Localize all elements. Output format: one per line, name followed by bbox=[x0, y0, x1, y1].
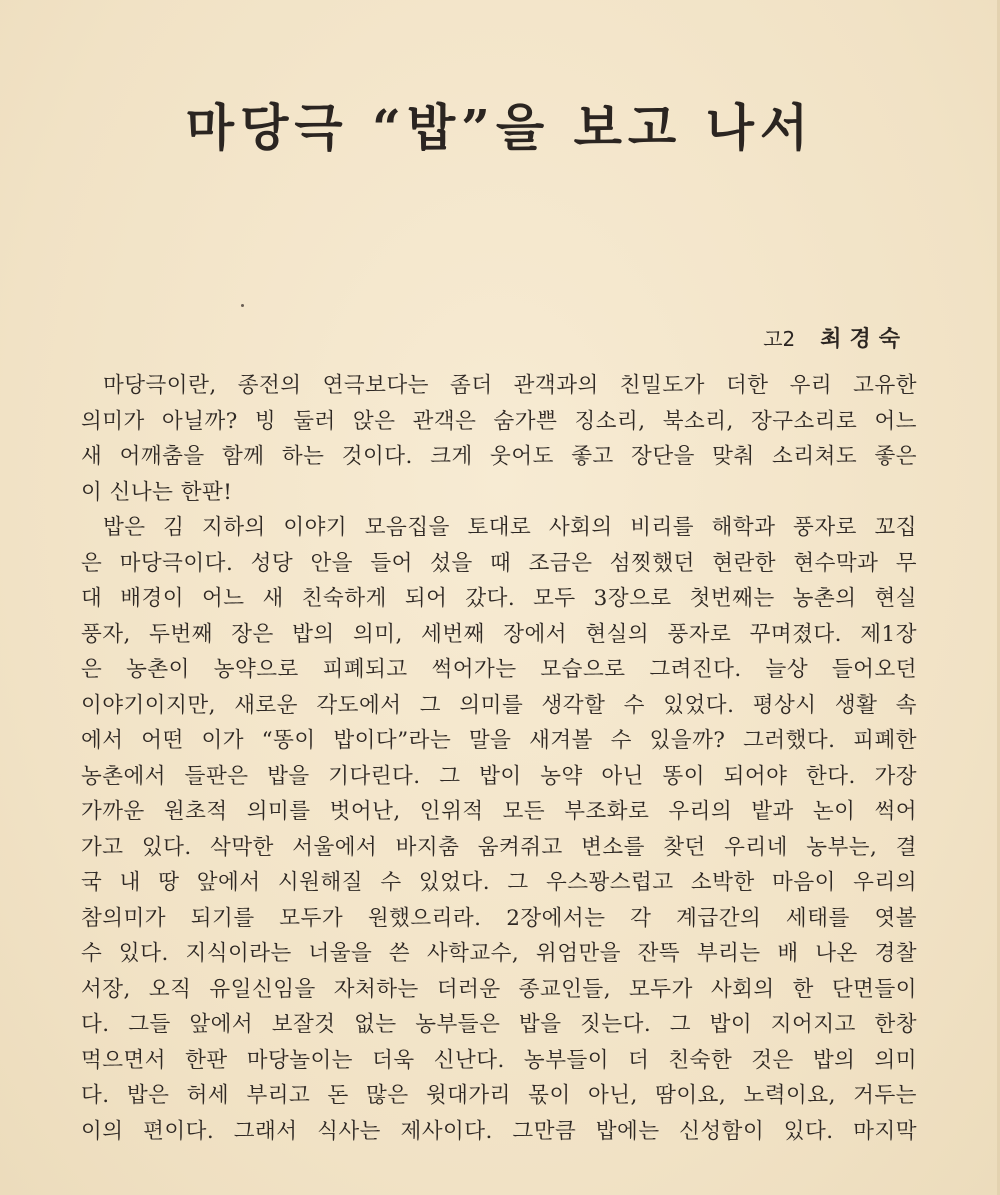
text-line: 대 배경이 어느 새 친숙하게 되어 갔다. 모두 3장으로 첫번째는 농촌의 현실 bbox=[81, 586, 917, 611]
text-line: 이의 편이다. 그래서 식사는 제사이다. 그만큼 밥에는 신성함이 있다. 마지막 bbox=[81, 1118, 917, 1144]
text-line: 가까운 원초적 의미를 벗어난, 인위적 모든 부조화로 우리의 밭과 논이 썩어 bbox=[81, 799, 917, 824]
text-line: 수 있다. 지식이라는 너울을 쓴 사학교수, 위엄만을 잔뜩 부리는 배 나온 경찰 bbox=[81, 941, 917, 966]
text-line: 가고 있다. 삭막한 서울에서 바지춤 움켜쥐고 변소를 찾던 우리네 농부는, 결 bbox=[81, 834, 917, 860]
text-line: 이 신나는 한판! bbox=[81, 479, 233, 505]
essay-body bbox=[81, 368, 917, 1149]
text-line: 먹으면서 한판 마당놀이는 더욱 신난다. 농부들이 더 친숙한 것은 밥의 의미 bbox=[81, 1047, 917, 1073]
text-line: 마당극이란, 종전의 연극보다는 좀더 관객과의 친밀도가 더한 우리 고유한 bbox=[103, 373, 917, 398]
text-line: 이야기이지만, 새로운 각도에서 그 의미를 생각할 수 있었다. 평상시 생활 속 bbox=[81, 692, 917, 718]
byline bbox=[763, 322, 908, 353]
text-line: 참의미가 되기를 모두가 원했으리라. 2장에서는 각 계급간의 세태를 엿볼 bbox=[81, 905, 917, 931]
text-line: 밥은 김 지하의 이야기 모음집을 토대로 사회의 비리를 해학과 풍자로 꼬집 bbox=[103, 515, 917, 540]
text-line: 풍자, 두번째 장은 밥의 의미, 세번째 장에서 현실의 풍자로 꾸며졌다. 제1장 bbox=[81, 621, 917, 647]
text-line: 서장, 오직 유일신임을 자처하는 더러운 종교인들, 모두가 사회의 한 단면들이 bbox=[81, 976, 917, 1002]
text-line: 농촌에서 들판은 밥을 기다린다. 그 밥이 농약 아닌 똥이 되어야 한다. 가장 bbox=[81, 763, 917, 789]
page-title: 마당극 “밥”을 보고 나서 bbox=[185, 98, 815, 157]
text-line: 국 내 땅 앞에서 시원해질 수 있었다. 그 우스꽝스럽고 소박한 마음이 우리의 bbox=[81, 870, 917, 895]
author-grade: 고2 bbox=[763, 327, 796, 351]
text-line: 은 농촌이 농약으로 피폐되고 썩어가는 모습으로 그려진다. 늘상 들어오던 bbox=[81, 657, 917, 682]
paper-speck bbox=[241, 304, 244, 307]
author-name: 최경숙 bbox=[820, 327, 908, 352]
text-line: 새 어깨춤을 함께 하는 것이다. 크게 웃어도 좋고 장단을 맞춰 소리쳐도 좋은 bbox=[81, 444, 917, 469]
text-line: 은 마당극이다. 성당 안을 들어 섰을 때 조금은 섬찟했던 현란한 현수막과 무 bbox=[81, 550, 917, 576]
text-line: 다. 밥은 허세 부리고 돈 많은 윗대가리 몫이 아닌, 땀이요, 노력이요, 거두는 bbox=[81, 1083, 917, 1108]
text-line: 의미가 아닐까? 빙 둘러 앉은 관객은 숨가쁜 징소리, 북소리, 장구소리로 어느 bbox=[81, 408, 917, 434]
text-line: 다. 그들 앞에서 보잘것 없는 농부들은 밥을 짓는다. 그 밥이 지어지고 한창 bbox=[81, 1012, 917, 1037]
text-line: 에서 어떤 이가 “똥이 밥이다”라는 말을 새겨볼 수 있을까? 그러했다. 피폐한 bbox=[81, 728, 917, 753]
